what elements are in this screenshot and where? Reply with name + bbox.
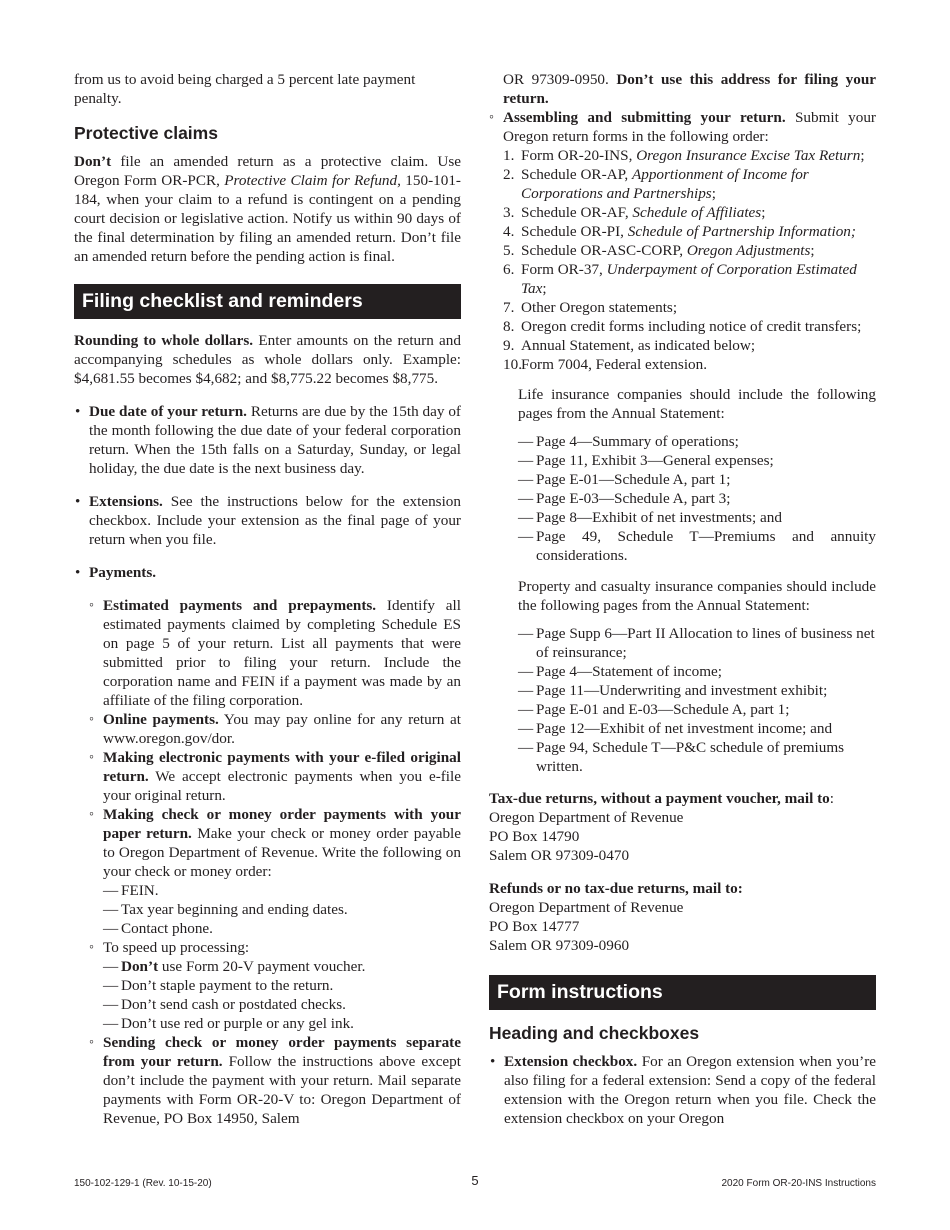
order-item [503,298,876,317]
list-item-payments [74,563,461,1128]
text: file an amended return as a protective claim. Use Oregon Form OR-PCR, [74,153,461,189]
text: ; [860,147,865,164]
bold-lead: Payments. [89,564,157,581]
speed-items [103,957,461,1033]
item-number: 5. [503,242,515,259]
text: Oregon credit forms including notice of credit transfers; [521,318,862,335]
list-item: — Page 94, Schedule T—P&C schedule of premiums written. [518,738,876,776]
item-number: 1. [503,147,515,164]
bold-lead: Don’t [74,153,112,170]
form-title: Apportionment of Income for Corporations and Partnerships [521,166,809,202]
sublist-item-electronic [89,748,461,805]
rounding-paragraph [74,331,461,388]
address-line: Oregon Department of Revenue [489,809,684,826]
item-number: 6. [503,261,515,278]
heading-checkboxes-heading: Heading and checkboxes [489,1023,700,1043]
order-item [503,260,876,298]
protective-claims-heading: Protective claims [74,123,218,143]
order-item [503,317,876,336]
pc-pages-list [518,624,876,776]
sublist-item-speed-up [89,938,461,1033]
item-number: 2. [503,166,515,183]
text: use Form 20-V payment voucher. [158,958,366,975]
tax-due-address [489,789,876,865]
form-title: Schedule of Partnership Information; [627,223,856,240]
address-line: PO Box 14790 [489,828,580,845]
text: Schedule OR-AF, [521,204,633,221]
order-item [503,146,876,165]
check-items [103,881,461,938]
left-column [74,70,461,1128]
annual-statement-block [489,385,876,776]
list-item: — Page 4—Statement of income; [518,662,876,681]
text: Make your check or money order payable to Oregon Department of Revenue. Write the following on your check or money order: [103,825,462,880]
list-item: — Page 4—Summary of operations; [518,432,876,451]
intro-continuation: from us to avoid being charged a 5 percent late payment penalty. [74,71,416,107]
list-item: — Page 8—Exhibit of net investments; and [518,508,876,527]
item-number: 3. [503,204,515,221]
address-label: Tax-due returns, without a payment voucher, mail to [489,790,830,807]
form-instructions-banner: Form instructions [489,975,876,1010]
life-pages-list [518,432,876,565]
form-number: 150-102-129-1 (Rev. 10-15-20) [74,1178,212,1189]
sublist-item-online [89,710,461,748]
sublist-item-separate [89,1033,461,1128]
text: Schedule OR-ASC-CORP, [521,242,687,259]
text: To speed up processing: [103,939,250,956]
refund-address [489,879,876,955]
text: Annual Statement, as indicated below; [521,337,756,354]
list-item: — FEIN. [103,881,461,900]
text: Schedule OR-PI, [521,223,628,240]
right-column [489,70,876,1128]
list-item: — Tax year beginning and ending dates. [103,900,461,919]
right-sublist [489,70,876,374]
list-item: — Page 49, Schedule T—Premiums and annuity considerations. [518,527,876,565]
form-title: Protective Claim for Refund, [224,172,401,189]
list-item: — Don’t use red or purple or any gel ink. [103,1014,461,1033]
payments-sublist [89,596,461,1128]
text: ; [542,280,547,297]
text: Form OR-20-INS, [521,147,637,164]
text: ; [810,242,815,259]
address-line: Oregon Department of Revenue [489,899,684,916]
text: ; [711,185,716,202]
text: ; [761,204,766,221]
text: : [829,790,834,807]
address-continuation [489,70,876,108]
text: Enter amounts on the return and accompanying schedules as whole dollars only. Example: $4,681.55 becomes $4,682; and $8,775.22 becomes $8,775. [74,332,461,387]
text: We accept electronic payments when you e-file your original return. [103,768,461,804]
text: Form OR-37, [521,261,607,278]
bold-lead: Estimated payments and prepayments. [103,597,377,614]
sublist-item-check [89,805,461,938]
sublist-item-estimated [89,596,461,710]
text: Form 7004, Federal extension. [521,356,708,373]
property-casualty-intro: Property and casualty insurance companies should include the following pages from the Annual Statement: [518,578,876,614]
text: For an Oregon extension when you’re also filing for a federal extension: Send a copy of the federal extension with the Oregon return when you file. Check the extension checkbox on your Oregon [504,1053,876,1127]
list-item: — Don’t send cash or postdated checks. [103,995,461,1014]
item-number: 10. [503,356,522,373]
order-item [503,203,876,222]
bold-lead: Assembling and submitting your return. [503,109,786,126]
form-title: Underpayment of Corporation Estimated Tax [521,261,857,297]
list-item: — Page 11, Exhibit 3—General expenses; [518,451,876,470]
page-number: 5 [471,1173,479,1188]
address-line: PO Box 14777 [489,918,580,935]
bold-lead: Extension checkbox. [504,1053,638,1070]
text: See the instructions below for the extension checkbox. Include your extension as the final page of your return when you file. [89,493,461,548]
order-item [503,222,876,241]
form-title: Oregon Adjustments [686,242,811,259]
form-instructions-list [489,1052,876,1128]
text: Returns are due by the 15th day of the month following the due date of your federal corporation return. When the 15th falls on a Saturday, Sunday, or legal holiday, the due date is the next business day. [89,403,461,477]
address-line: Salem OR 97309-0470 [489,847,630,864]
text: Identify all estimated payments claimed by completing Schedule ES on page 5 of your return. List all payments that were submitted prior to filing your return. Include the corporation name and FEIN if a payment was made by an affiliate of the filing corporation. [103,597,461,709]
list-item: — Page Supp 6—Part II Allocation to lines of business net of reinsurance; [518,624,876,662]
list-item: — Page E-01—Schedule A, part 1; [518,470,876,489]
item-number: 4. [503,223,515,240]
list-item [103,957,461,976]
order-item [503,355,876,374]
text: Schedule OR-AP, [521,166,632,183]
bold-lead: Extensions. [89,493,163,510]
order-item [503,241,876,260]
text: Follow the instructions above except don’t include the payment with your return. Mail separate payments with Form OR-20-V to: Oregon Department of Revenue, PO Box 14950, Salem [103,1053,461,1127]
bold-lead: Making electronic payments with your e-filed original return. [103,749,461,785]
text: Other Oregon statements; [521,299,678,316]
item-number: 8. [503,318,515,335]
bold-lead: Don’t [121,958,159,975]
form-title: Schedule of Affiliates [632,204,762,221]
sublist-item-assembling [489,108,876,374]
bold-lead: Due date of your return. [89,403,247,420]
filing-checklist-banner: Filing checklist and reminders [74,284,461,319]
form-title: Oregon Insurance Excise Tax Return [636,147,861,164]
checklist-list [74,402,461,1128]
list-item-due-date [74,402,461,478]
item-number: 7. [503,299,515,316]
item-number: 9. [503,337,515,354]
bold-lead: Rounding to whole dollars. [74,332,254,349]
bold-warning: Don’t use this address for filing your return. [503,71,877,107]
bold-lead: Sending check or money order payments separate from your return. [103,1034,461,1070]
list-item: — Don’t staple payment to the return. [103,976,461,995]
text: OR 97309-0950. [503,71,617,88]
list-item-extension-checkbox [489,1052,876,1128]
bold-lead: Online payments. [103,711,219,728]
footer-title: 2020 Form OR-20-INS Instructions [721,1178,876,1189]
bold-lead: Making check or money order payments with your paper return. [103,806,461,842]
text: Submit your Oregon return forms in the following order: [503,109,876,145]
order-item [503,336,876,355]
list-item: — Page E-01 and E-03—Schedule A, part 1; [518,700,876,719]
text: You may pay online for any return at www.oregon.gov/dor. [103,711,461,747]
order-list [503,146,876,374]
protective-claims-paragraph [74,152,461,266]
address-label: Refunds or no tax-due returns, mail to: [489,880,743,897]
list-item-extensions [74,492,461,549]
list-item: — Page 11—Underwriting and investment exhibit; [518,681,876,700]
list-item: — Page E-03—Schedule A, part 3; [518,489,876,508]
order-item [503,165,876,203]
list-item: — Page 12—Exhibit of net investment income; and [518,719,876,738]
address-line: Salem OR 97309-0960 [489,937,630,954]
list-item: — Contact phone. [103,919,461,938]
text: 150-101-184, when your claim to a refund is contingent on a pending court decision or legislative action. Notify us within 90 days of the final determination by filing an amended return. Don’t file an amended return before the pending action is final. [74,172,461,265]
life-insurance-intro: Life insurance companies should include the following pages from the Annual Statement: [518,386,876,422]
